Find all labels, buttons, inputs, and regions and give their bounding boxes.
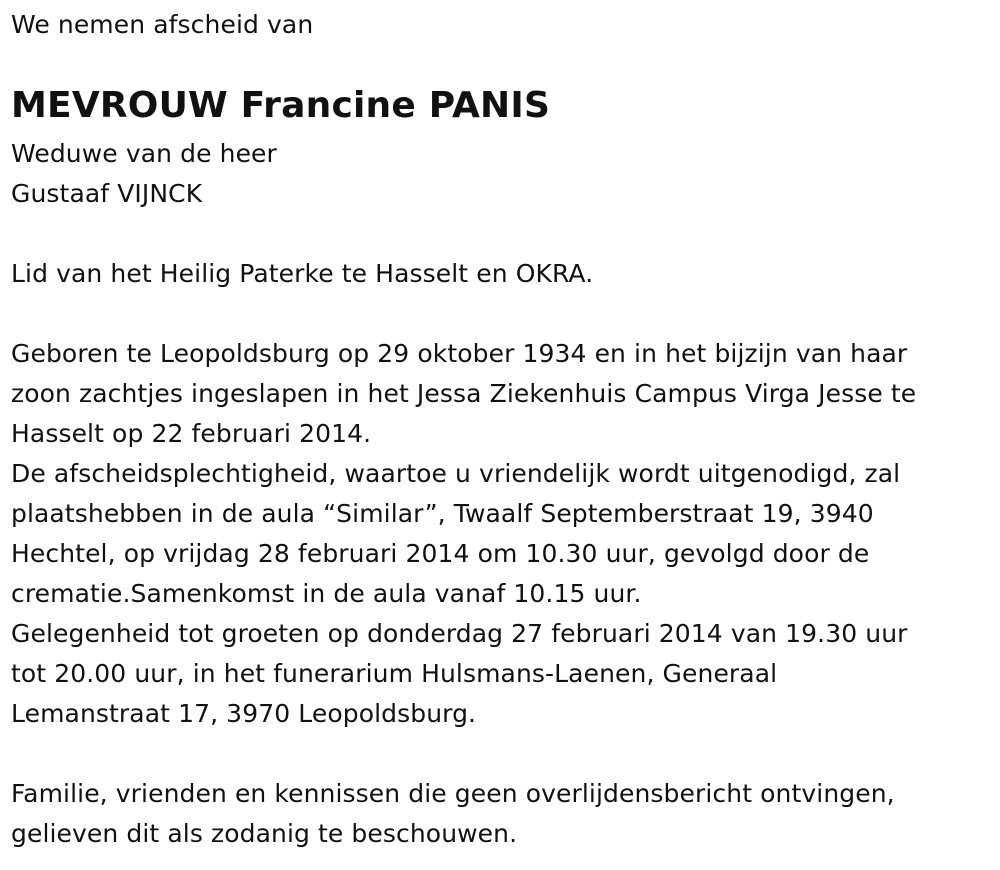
details-line: zoon zachtjes ingeslapen in het Jessa Ziekenhuis Campus Virga Jesse te (11, 379, 917, 408)
membership-block (11, 254, 593, 294)
details-line: De afscheidsplechtigheid, waartoe u vriendelijk wordt uitgenodigd, zal (11, 459, 901, 488)
details-line: tot 20.00 uur, in het funerarium Hulsmans-Laenen, Generaal (11, 659, 778, 688)
details-line: Lemanstraat 17, 3970 Leopoldsburg. (11, 699, 477, 728)
details-line: Gelegenheid tot groeten op donderdag 27 februari 2014 van 19.30 uur (11, 619, 908, 648)
details-block (11, 334, 916, 734)
details-line: crematie.Samenkomst in de aula vanaf 10.15 uur. (11, 579, 642, 608)
widow-block (11, 134, 277, 214)
deceased-name: MEVROUW Francine PANIS (11, 85, 551, 126)
widow-line: Weduwe van de heer (11, 139, 277, 168)
family-block (11, 774, 895, 854)
details-line: plaatshebben in de aula “Similar”, Twaalf Septemberstraat 19, 3940 (11, 499, 874, 528)
family-line: gelieven dit als zodanig te beschouwen. (11, 819, 518, 848)
intro-text: We nemen afscheid van (11, 10, 314, 39)
details-line: Hasselt op 22 februari 2014. (11, 419, 372, 448)
details-line: Geboren te Leopoldsburg op 29 oktober 1934 en in het bijzijn van haar (11, 339, 908, 368)
widow-line: Gustaaf VIJNCK (11, 179, 203, 208)
details-line: Hechtel, op vrijdag 28 februari 2014 om 10.30 uur, gevolgd door de (11, 539, 870, 568)
family-line: Familie, vrienden en kennissen die geen overlijdensbericht ontvingen, (11, 779, 895, 808)
membership-text: Lid van het Heilig Paterke te Hasselt en OKRA. (11, 259, 594, 288)
